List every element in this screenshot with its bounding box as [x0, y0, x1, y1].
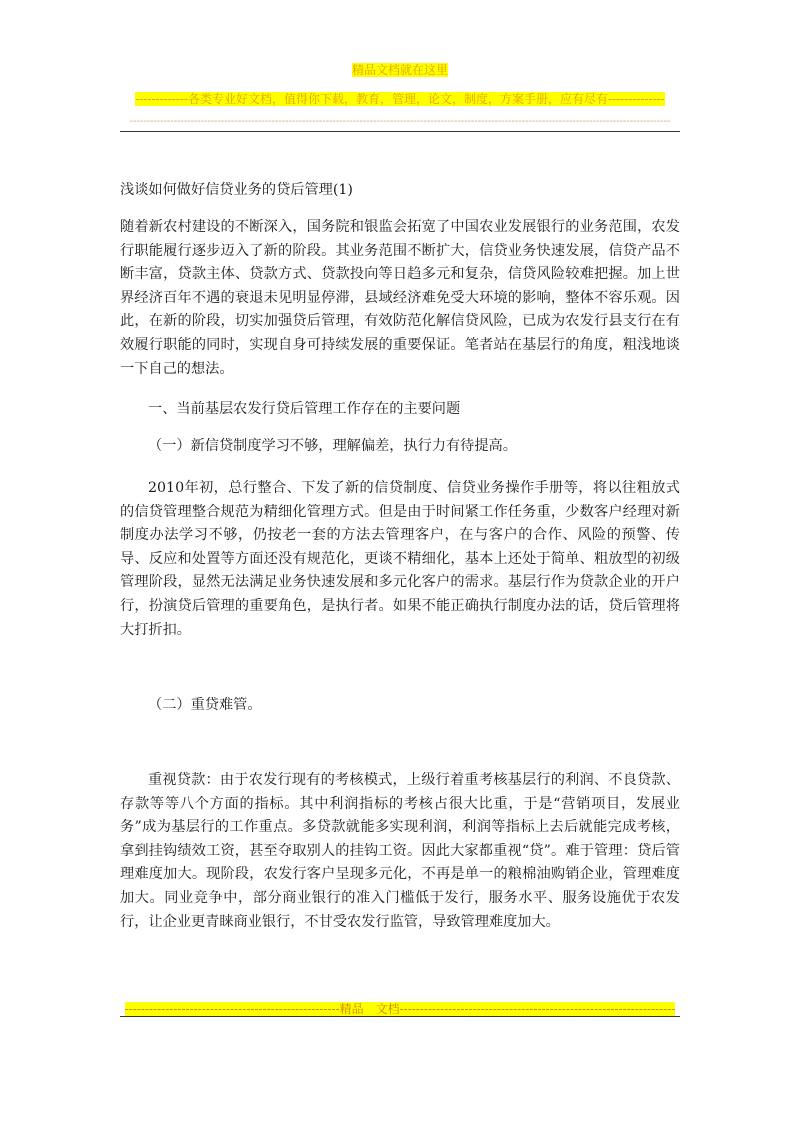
footer-block	[0, 998, 800, 1017]
footer-divider	[120, 1016, 680, 1017]
header-divider	[120, 131, 680, 132]
header-title: 精品文档就在这里	[351, 63, 448, 77]
paragraph-loan-management: 重视贷款：由于农发行现有的考核模式，上级行着重考核基层行的利润、不良贷款、存款等等八个方面的指标。其中利润指标的考核占很大比重，于是“营销项目，发展业务”成为基层行的工作重点。多贷款就能多实现利润，利润等指标上去后就能完成考核，拿到挂钩绩效工资，甚至夺取别人的挂钩工资。因此大家都重视“贷”。难于管理：贷后管理难度加大。现阶段，农发行客户呈现多元化，不再是单一的粮棉油购销企业，管理难度加大。同业竞争中，部分商业银行的准入门槛低于发行，服务水平、服务设施优于农发行，让企业更青睐商业银行，不甘受农发行监管，导致管理难度加大。	[120, 772, 680, 930]
section-heading-1: 一、当前基层农发行贷后管理工作存在的主要问题	[148, 401, 461, 417]
header-subtitle: -------------各类专业好文档，值得你下载，教育，管理，论文，制度，方案手册，应有尽有--------------	[135, 92, 665, 106]
article-title: 浅谈如何做好信贷业务的贷后管理(1)	[120, 182, 353, 198]
paragraph-credit-system: 2010年初，总行整合、下发了新的信贷制度、信贷业务操作手册等，将以往粗放式的信贷管理整合规范为精细化管理方式。但是由于时间紧工作任务重，少数客户经理对新制度办法学习不够，仍按老一套的方法去管理客户，在与客户的合作、风险的预警、传导、反应和处置等方面还没有规范化，更谈不精细化，基本上还处于简单、粗放型的初级管理阶段，显然无法满足业务快速发展和多元化客户的需求。基层行作为贷款企业的开户行，扮演贷后管理的重要角色，是执行者。如果不能正确执行制度办法的话，贷后管理将大打折扣。	[120, 480, 680, 638]
header-subtitle-block	[0, 88, 800, 107]
paragraph-intro: 随着新农村建设的不断深入，国务院和银监会拓宽了中国农业发展银行的业务范围，农发行职能履行逐步迈入了新的阶段。其业务范围不断扩大，信贷业务快速发展，信贷产品不断丰富，贷款主体、贷款方式、贷款投向等日趋多元和复杂，信贷风险较难把握。加上世界经济百年不遇的衰退未见明显停滞，县域经济难免受大环境的影响，整体不容乐观。因此，在新的阶段，切实加强贷后管理，有效防范化解信贷风险，已成为农发行县支行在有效履行职能的同时，实现自身可持续发展的重要保证。笔者站在基层行的角度，粗浅地谈一下自己的想法。	[120, 219, 680, 377]
subsection-heading-2: （二）重贷难管。	[148, 697, 262, 713]
footer-text: -----------------------------------------------------精品 文档--------------------------------------------------------------------	[124, 1002, 676, 1016]
header-title-block	[0, 59, 800, 78]
subsection-heading-1: （一）新信贷制度学习不够，理解偏差，执行力有待提高。	[148, 438, 517, 454]
header-dash-line: ----------------------------------------------------------------------------------------------------------------------------------------------------------------	[129, 116, 671, 127]
